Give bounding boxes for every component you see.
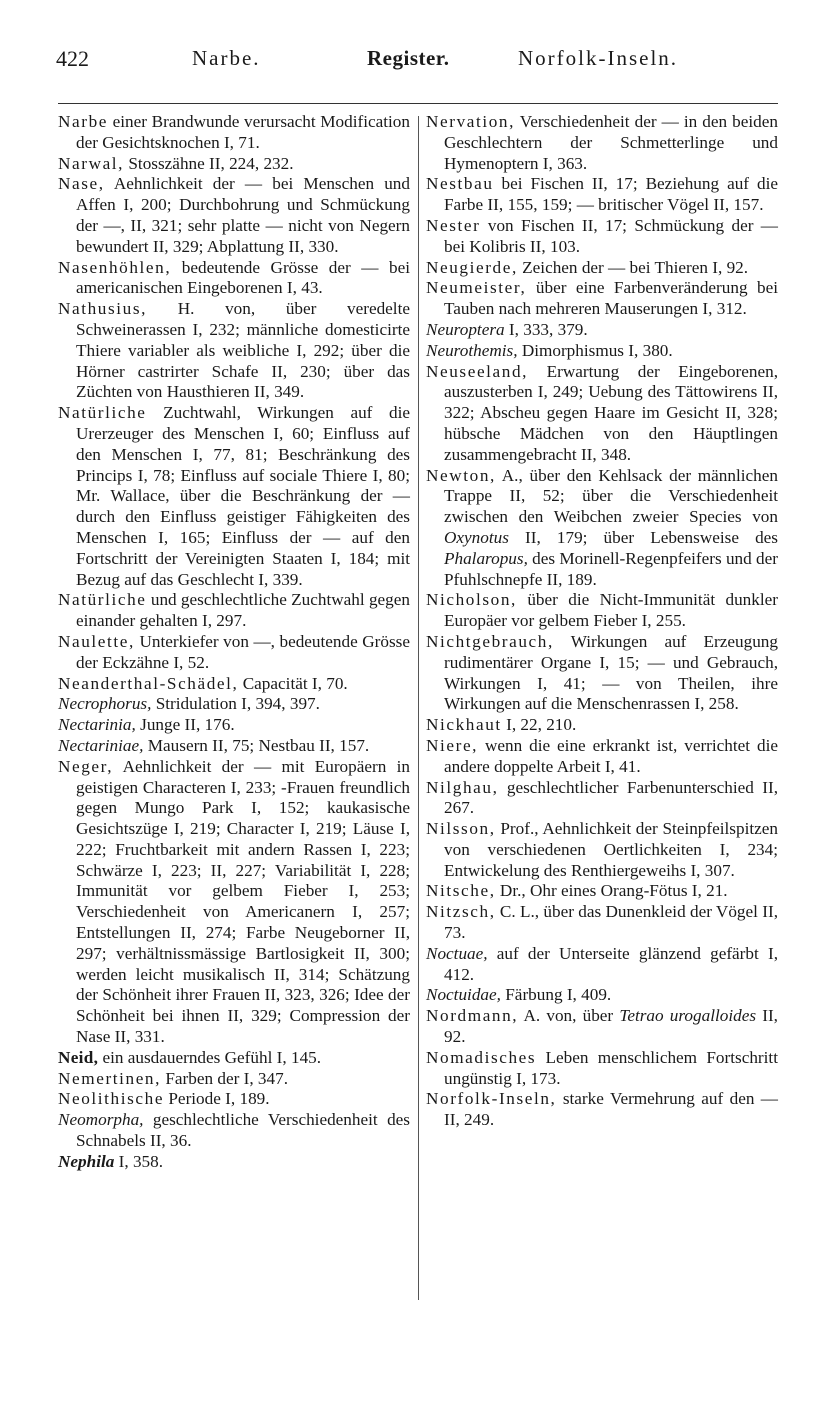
entry-headword: Nomadisches — [426, 1047, 537, 1067]
entry-text: über die Nicht-Immunität dunkler Europäer vor gelbem Fieber I, 255. — [444, 590, 778, 631]
entry-headword: Nester — [426, 215, 481, 235]
index-entry — [426, 112, 778, 174]
index-entry — [58, 403, 410, 590]
index-entry — [58, 258, 410, 300]
entry-text: geschlechtlicher Farbenunterschied II, 267. — [444, 777, 778, 818]
index-entry — [426, 466, 778, 591]
index-entry — [426, 278, 778, 320]
entry-text: C. L., über das Dunenkleid der Vögel II, 73. — [444, 902, 778, 943]
entry-text: geschlechtliche Verschiedenheit des Schnabels II, 36. — [76, 1110, 410, 1151]
entry-text: auf der Unterseite glänzend gefärbt I, 412. — [444, 943, 778, 984]
entry-headword: Nasenhöhlen, — [58, 257, 172, 277]
index-entry — [426, 258, 778, 279]
entry-text: Capacität I, 70. — [238, 673, 348, 693]
entry-text: Mausern II, 75; Nestbau II, 157. — [143, 735, 370, 755]
entry-headword: Natürliche — [58, 403, 147, 423]
entry-headword: Nase, — [58, 174, 105, 194]
entry-headword: Noctuae, — [426, 943, 488, 963]
entry-text: Aehnlichkeit der — mit Europäern in geistigen Characteren I, 233; -Frauen freundlich gegen Mungo Park I, 152; kaukasische Gesichtszüge I, 219; Character I, 219; Läuse I, 222; Fruchtbarkeit mit andern Rassen I, 223; Schwärze I, 223; II, 227; Variabilität I, 228; Immunität vor gelbem Fieber I, 253; Verschiedenheit von Americanern I, 257; Entstellungen II, 274; Farbe Neugeborner II, 297; verhältnissmässige Bartlosigkeit II, 300; werden leicht musikalisch II, 314; Schätzung der Schönheit ihrer Frauen II, 323, 326; Idee der Schönheit bei ihnen II, 329; Compression der Nase II, 331. — [76, 756, 410, 1047]
entry-headword: Neolithische — [58, 1089, 165, 1109]
index-entry — [426, 174, 778, 216]
index-entry — [426, 1006, 778, 1048]
entry-headword: Nervation, — [426, 112, 516, 131]
entry-text: Periode I, 189. — [164, 1089, 270, 1109]
entry-text: Leben menschlichem Fortschritt ungünstig I, 173. — [444, 1047, 778, 1088]
index-entry — [426, 1089, 778, 1131]
entry-text: des Morinell-Regenpfeifers und der Pfuhlschnepfe II, 189. — [444, 548, 778, 589]
page-number: 422 — [56, 46, 89, 71]
entry-headword: Nectariniae, — [58, 735, 144, 755]
entry-text: I, 358. — [114, 1151, 164, 1171]
entry-text: wenn die eine erkrankt ist, verrichtet die andere doppelte Arbeit I, 41. — [444, 735, 778, 776]
index-entry — [426, 341, 778, 362]
entry-headword: Nitzsch, — [426, 902, 496, 922]
entry-headword: Neugierde, — [426, 257, 518, 277]
entry-text: Färbung I, 409. — [500, 985, 612, 1005]
index-entry — [426, 819, 778, 881]
index-entry — [58, 154, 410, 175]
column-divider — [418, 116, 419, 1300]
entry-headword: Natürliche — [58, 590, 147, 610]
entry-text: Aehnlichkeit der — bei Menschen und Affen I, 200; Durchbohrung und Schmückung der —, II, 321; sehr platte — nicht von Negern bewundert II, 329; Abplattung II, 330. — [76, 174, 410, 256]
running-head-title: Register. — [367, 46, 450, 70]
entry-headword: Neurothemis, — [426, 340, 518, 360]
entry-headword: Nemertinen, — [58, 1068, 162, 1088]
running-head-left: Narbe. — [192, 46, 261, 70]
index-entry — [58, 736, 410, 757]
entry-headword: Neumeister, — [426, 278, 527, 298]
index-entry — [58, 299, 410, 403]
index-entry — [58, 1048, 410, 1069]
entry-text: Erwartung der Eingeborenen, auszusterben I, 249; Uebung des Tättowirens II, 322; Abscheu gegen Haare im Gesicht II, 328; hübsche Mädchen von den Häuptlingen zusammengebracht II, 348. — [444, 361, 778, 464]
entry-italic-term: Tetrao urogalloides — [619, 1006, 757, 1026]
entry-headword: Neuroptera — [426, 319, 505, 339]
entry-text: Dr., Ohr eines Orang-Fötus I, 21. — [495, 881, 728, 901]
entry-text: und geschlechtliche Zuchtwahl gegen einander gehalten I, 297. — [76, 590, 410, 631]
entry-headword: Neger, — [58, 756, 114, 776]
entry-text: bei Fischen II, 17; Beziehung auf die Farbe II, 155, 159; — britischer Vögel II, 157. — [444, 174, 778, 215]
entry-text: Stridulation I, 394, 397. — [151, 694, 320, 714]
entry-headword: Nilsson, — [426, 819, 496, 839]
index-entry — [58, 694, 410, 715]
entry-text: über eine Farbenveränderung bei Tauben nach mehreren Mauserungen I, 312. — [444, 278, 778, 319]
entry-headword: Nathusius, — [58, 299, 148, 319]
index-entry — [426, 216, 778, 258]
entry-headword: Nicholson, — [426, 590, 517, 610]
entry-text: bedeutende Grösse der — bei americanischen Eingeborenen I, 43. — [76, 257, 410, 298]
index-entry — [58, 112, 410, 154]
index-entry — [426, 632, 778, 715]
index-entry — [426, 362, 778, 466]
entry-text: H. von, über veredelte Schweinerassen I, 232; männliche domesticirte Thiere variabler als weibliche I, 292; über die Hörner castrirter Schafe II, 230; über das Züchten von Hausthieren II, 349. — [76, 299, 410, 402]
index-entry — [58, 674, 410, 695]
index-entry — [58, 1110, 410, 1152]
index-entry — [426, 944, 778, 986]
header-rule — [58, 103, 778, 104]
entry-headword: Neomorpha, — [58, 1110, 144, 1130]
entry-headword: Nordmann, — [426, 1006, 519, 1026]
entry-headword: Nichtgebrauch, — [426, 631, 554, 651]
entry-text: Unterkiefer von —, bedeutende Grösse der Eckzähne I, 52. — [76, 631, 410, 672]
entry-text: von Fischen II, 17; Schmückung der — bei Kolibris II, 103. — [444, 215, 778, 256]
index-entry — [426, 902, 778, 944]
entry-text: II, 92. — [444, 1006, 778, 1047]
entry-text: ein ausdauerndes Gefühl I, 145. — [98, 1047, 322, 1067]
entry-headword: Narbe — [58, 112, 108, 131]
running-head-right: Norfolk-Inseln. — [518, 46, 679, 70]
index-entry — [58, 1089, 410, 1110]
running-head — [56, 46, 776, 80]
entry-text: A. von, über — [518, 1006, 620, 1026]
entry-headword: Neid, — [58, 1047, 99, 1067]
entry-italic-term: Phalaropus, — [444, 548, 528, 568]
index-entry — [426, 736, 778, 778]
entry-headword: Nilghau, — [426, 777, 499, 797]
entry-headword: Nectarinia, — [58, 715, 136, 735]
entry-text: Verschiedenheit der — in den beiden Geschlechtern der Schmetterlinge und Hymenoptern I, 363. — [444, 112, 778, 173]
entry-text: A., über den Kehlsack der männlichen Trappe II, 52; über die Verschiedenheit zwischen den Weibchen zweier Species von — [444, 465, 778, 527]
entry-text: Zeichen der — bei Thieren I, 92. — [517, 257, 749, 277]
entry-headword: Narwal, — [58, 153, 125, 173]
index-entry — [58, 174, 410, 257]
index-entry — [58, 1069, 410, 1090]
index-entry — [426, 778, 778, 820]
index-entry — [426, 590, 778, 632]
index-entry — [58, 715, 410, 736]
index-entry — [58, 632, 410, 674]
index-entry — [58, 757, 410, 1048]
entry-text: Junge II, 176. — [135, 715, 235, 735]
index-entry — [426, 881, 778, 902]
entry-text: I, 22, 210. — [501, 715, 577, 735]
index-entry — [426, 320, 778, 341]
entry-text: II, 179; über Lebensweise des — [508, 527, 778, 547]
index-entry — [58, 590, 410, 632]
entry-italic-term: Oxynotus — [444, 527, 509, 547]
index-entry — [426, 1048, 778, 1090]
left-column — [58, 112, 410, 1173]
entry-headword: Naulette, — [58, 631, 135, 651]
entry-text: starke Vermehrung auf den — II, 249. — [444, 1089, 778, 1130]
entry-headword: Neanderthal-Schädel, — [58, 673, 239, 693]
entry-headword: Necrophorus, — [58, 694, 152, 714]
index-entry — [58, 1152, 410, 1173]
entry-headword: Nitsche, — [426, 881, 496, 901]
entry-headword: Neuseeland, — [426, 361, 529, 381]
entry-text: Dimorphismus I, 380. — [517, 340, 673, 360]
entry-headword: Niere, — [426, 735, 479, 755]
entry-text: einer Brandwunde verursacht Modification der Gesichtsknochen I, 71. — [76, 112, 410, 152]
index-entry — [426, 985, 778, 1006]
entry-headword: Noctuidae, — [426, 985, 501, 1005]
entry-headword: Norfolk-Inseln, — [426, 1089, 557, 1109]
entry-text: Prof., Aehnlichkeit der Steinpfeilspitzen von verschiedenen Oertlichkeiten I, 234; Entwickelung des Renthiergeweihs I, 307. — [444, 819, 778, 880]
entry-headword: Nephila — [58, 1151, 115, 1171]
entry-text: I, 333, 379. — [504, 319, 588, 339]
right-column — [426, 112, 778, 1131]
entry-text: Farben der I, 347. — [161, 1068, 288, 1088]
entry-headword: Nestbau — [426, 174, 494, 194]
entry-text: Zuchtwahl, Wirkungen auf die Urerzeuger des Menschen I, 60; Einfluss auf den Menschen I, 77, 81; Beschränkung des Princips I, 78; Einfluss auf sociale Thiere I, 80; Mr. Wallace, über die Beschränkung der — durch den Einfluss geistiger Fähigkeiten des Menschen I, 165; Einfluss der — auf den Fortschritt der Vereinigten Staaten I, 184; mit Bezug auf das Geschlecht I, 339. — [76, 403, 410, 589]
entry-text: Wirkungen auf Erzeugung rudimentärer Organe I, 15; — und Gebrauch, Wirkungen I, 41; — von Theilen, ihre Wirkungen auf die Menschenrassen I, 258. — [444, 631, 778, 714]
entry-headword: Newton, — [426, 465, 496, 485]
entry-headword: Nickhaut — [426, 715, 502, 735]
index-entry — [426, 715, 778, 736]
entry-text: Stosszähne II, 224, 232. — [124, 153, 294, 173]
